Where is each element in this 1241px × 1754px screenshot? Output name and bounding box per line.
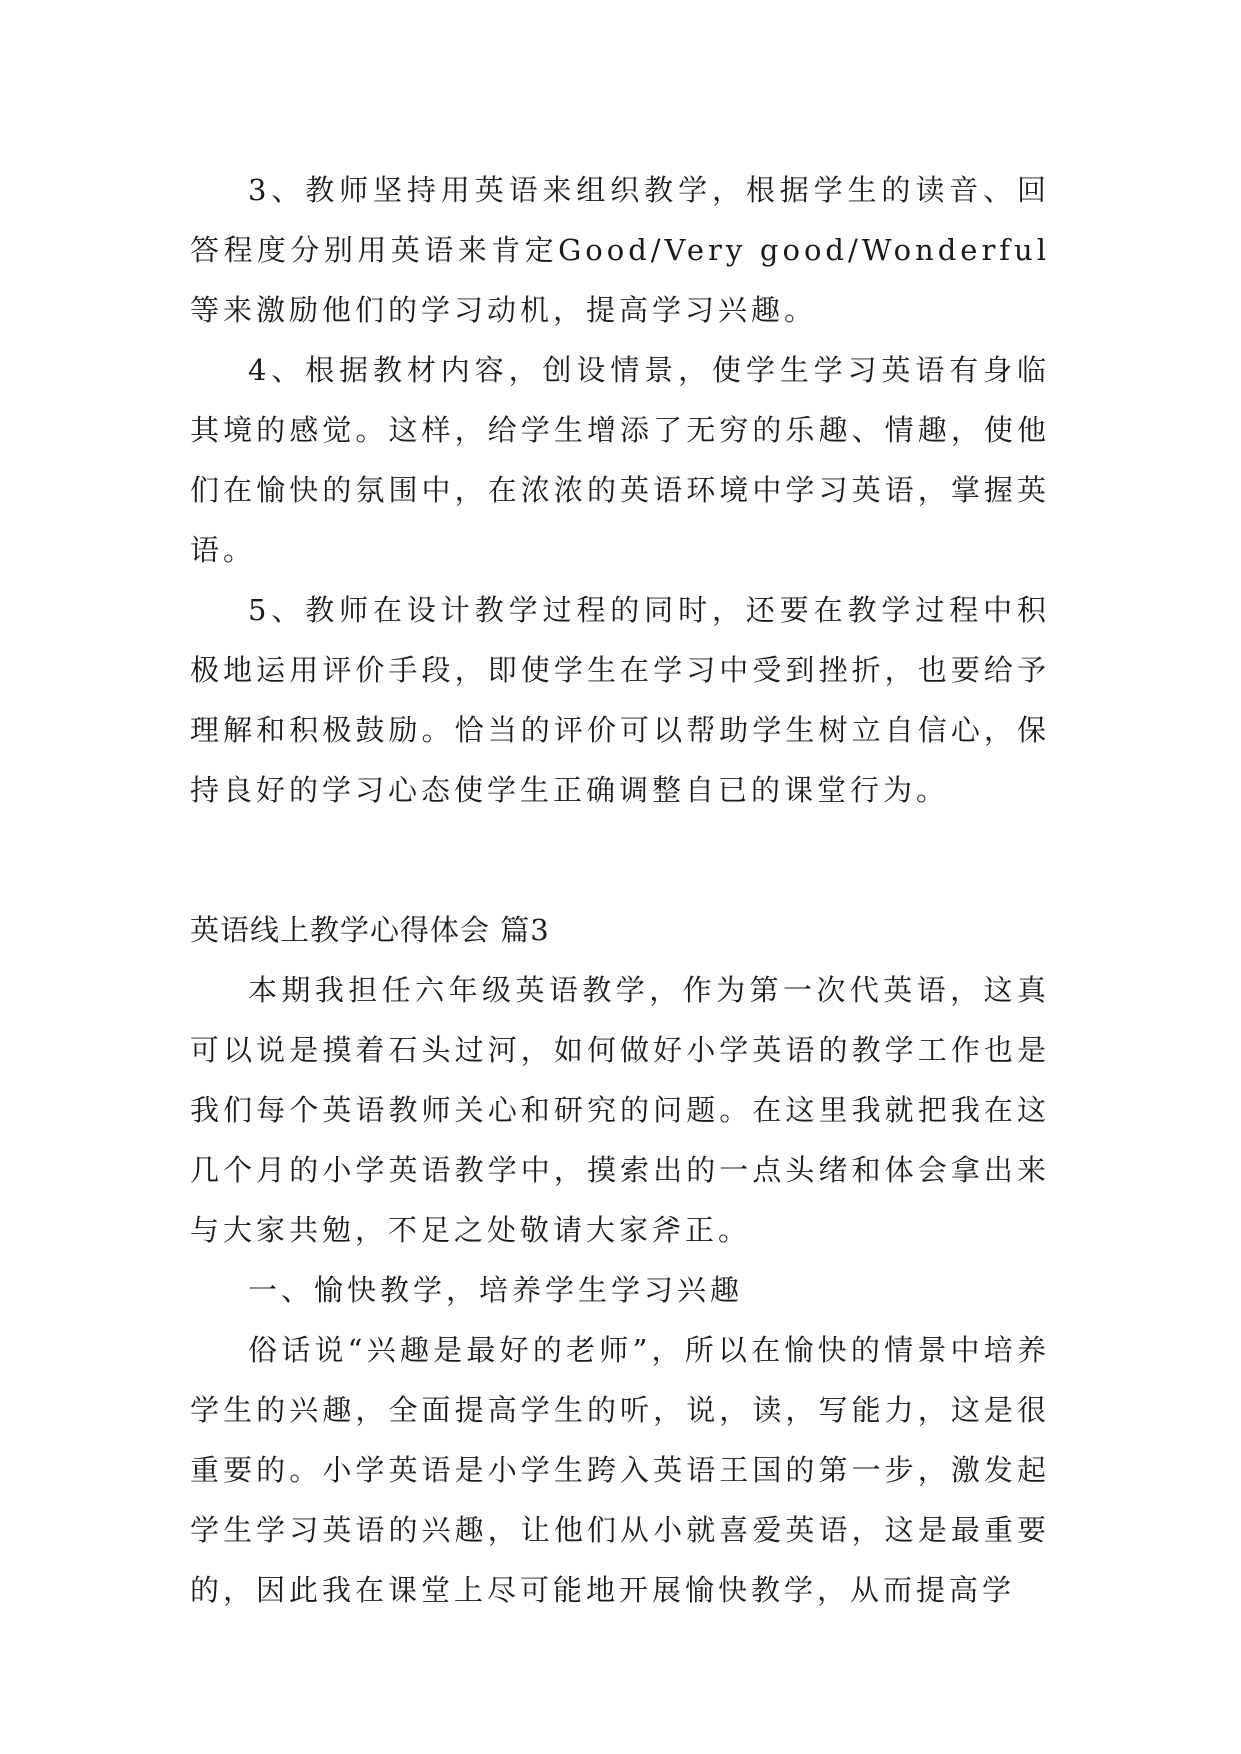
- document-body: [190, 160, 1050, 1620]
- subheading-happy-teaching: 一、愉快教学，培养学生学习兴趣: [248, 1273, 744, 1307]
- paragraph-interest: 俗话说“兴趣是最好的老师”，所以在愉快的情景中培养学生的兴趣，全面提高学生的听，说，读，写能力，这是很重要的。小学英语是小学生跨入英语王国的第一步，激发起学生学习英语的兴趣，让他们从小就喜爱英语，这是最重要的，因此我在课堂上尽可能地开展愉快教学，从而提高学: [190, 1333, 1050, 1607]
- paragraph-5: 5、教师在设计教学过程的同时，还要在教学过程中积极地运用评价手段，即使学生在学习中受到挫折，也要给予理解和积极鼓励。恰当的评价可以帮助学生树立自信心，保持良好的学习心态使学生正确调整自已的课堂行为。: [190, 593, 1050, 807]
- section-heading: 英语线上教学心得体会 篇3: [190, 913, 550, 947]
- paragraph-4: 4、根据教材内容，创设情景，使学生学习英语有身临其境的感觉。这样，给学生增添了无穷的乐趣、情趣，使他们在愉快的氛围中，在浓浓的英语环境中学习英语，掌握英语。: [190, 353, 1050, 567]
- paragraph-intro: 本期我担任六年级英语教学，作为第一次代英语，这真可以说是摸着石头过河，如何做好小学英语的教学工作也是我们每个英语教师关心和研究的问题。在这里我就把我在这几个月的小学英语教学中，摸索出的一点头绪和体会拿出来与大家共勉，不足之处敬请大家斧正。: [190, 973, 1050, 1247]
- paragraph-3: 3、教师坚持用英语来组织教学，根据学生的读音、回答程度分别用英语来肯定Good/Very good/Wonderful等来激励他们的学习动机，提高学习兴趣。: [190, 173, 1050, 327]
